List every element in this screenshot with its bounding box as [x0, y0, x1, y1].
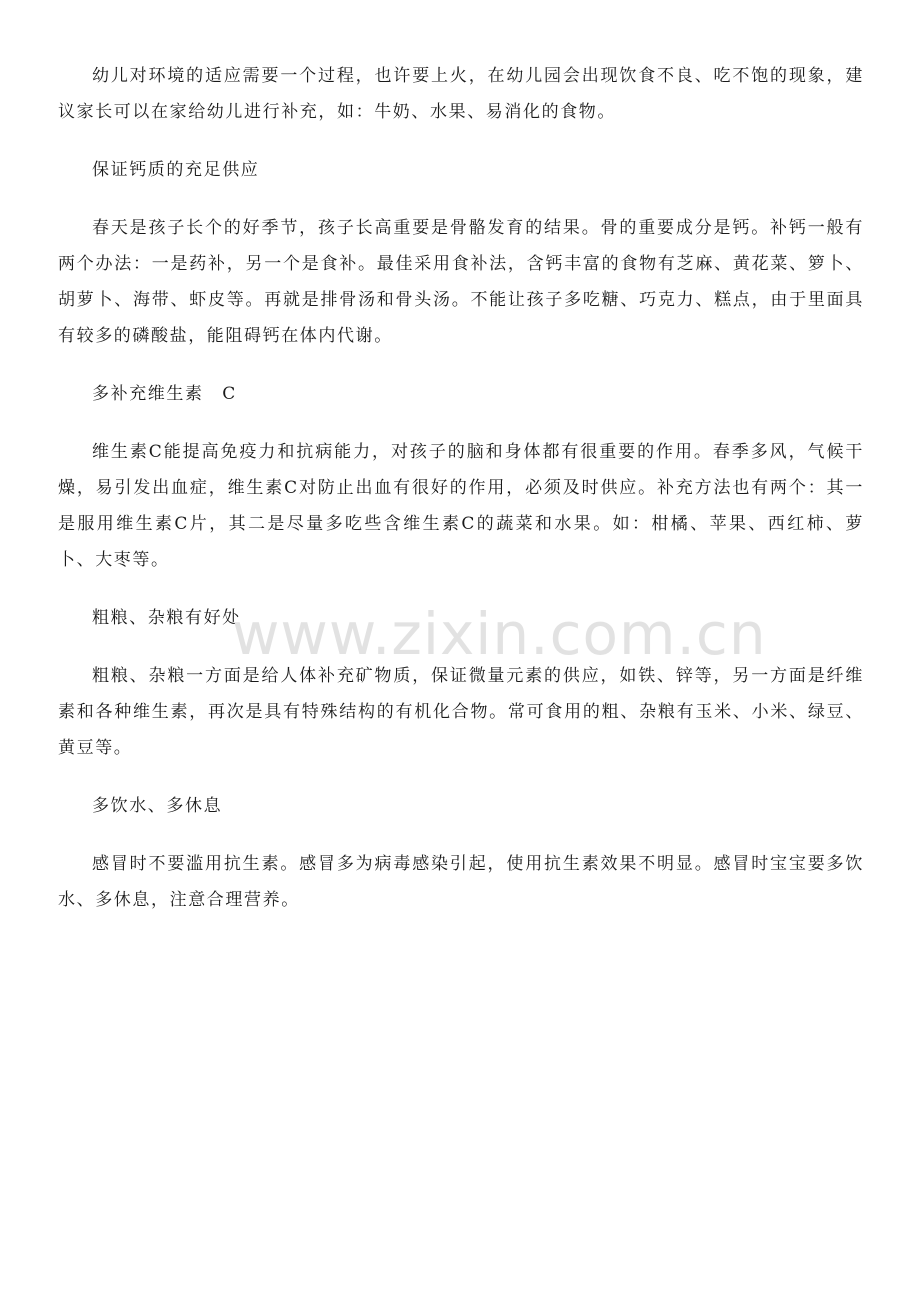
spacer	[58, 824, 864, 846]
paragraph-vitamin-c: 维生素C能提高免疫力和抗病能力，对孩子的脑和身体都有很重要的作用。春季多风，气候干燥，易引发出血症，维生素C对防止出血有很好的作用，必须及时供应。补充方法也有两个：其一是服用维生素C片，其二是尽量多吃些含维生素C的蔬菜和水果。如：柑橘、苹果、西红柿、萝卜、大枣等。	[58, 442, 864, 570]
section-heading-calcium: 保证钙质的充足供应	[92, 160, 260, 180]
spacer	[58, 354, 864, 376]
spacer	[58, 412, 864, 434]
document-body	[58, 58, 864, 918]
paragraph-adaptation: 幼儿对环境的适应需要一个过程，也许要上火，在幼儿园会出现饮食不良、吃不饱的现象，建议家长可以在家给幼儿进行补充，如：牛奶、水果、易消化的食物。	[58, 66, 864, 122]
paragraph-grains: 粗粮、杂粮一方面是给人体补充矿物质，保证微量元素的供应，如铁、锌等，另一方面是纤维素和各种维生素，再次是具有特殊结构的有机化合物。常可食用的粗、杂粮有玉米、小米、绿豆、黄豆等。	[58, 666, 864, 758]
section-heading-grains: 粗粮、杂粮有好处	[92, 608, 241, 628]
spacer	[58, 578, 864, 600]
spacer	[58, 766, 864, 788]
watermark-text: www.zixin.com.cn	[232, 600, 767, 668]
section-heading-vitamin-c: 多补充维生素 C	[92, 384, 237, 404]
section-heading-water-rest: 多饮水、多休息	[92, 796, 223, 816]
spacer	[58, 636, 864, 658]
spacer	[58, 130, 864, 152]
paragraph-cold: 感冒时不要滥用抗生素。感冒多为病毒感染引起，使用抗生素效果不明显。感冒时宝宝要多饮水、多休息，注意合理营养。	[58, 854, 864, 910]
paragraph-calcium: 春天是孩子长个的好季节，孩子长高重要是骨骼发育的结果。骨的重要成分是钙。补钙一般有两个办法：一是药补，另一个是食补。最佳采用食补法，含钙丰富的食物有芝麻、黄花菜、箩卜、胡萝卜、海带、虾皮等。再就是排骨汤和骨头汤。不能让孩子多吃糖、巧克力、糕点，由于里面具有较多的磷酸盐，能阻碍钙在体内代谢。	[58, 218, 864, 346]
spacer	[58, 188, 864, 210]
